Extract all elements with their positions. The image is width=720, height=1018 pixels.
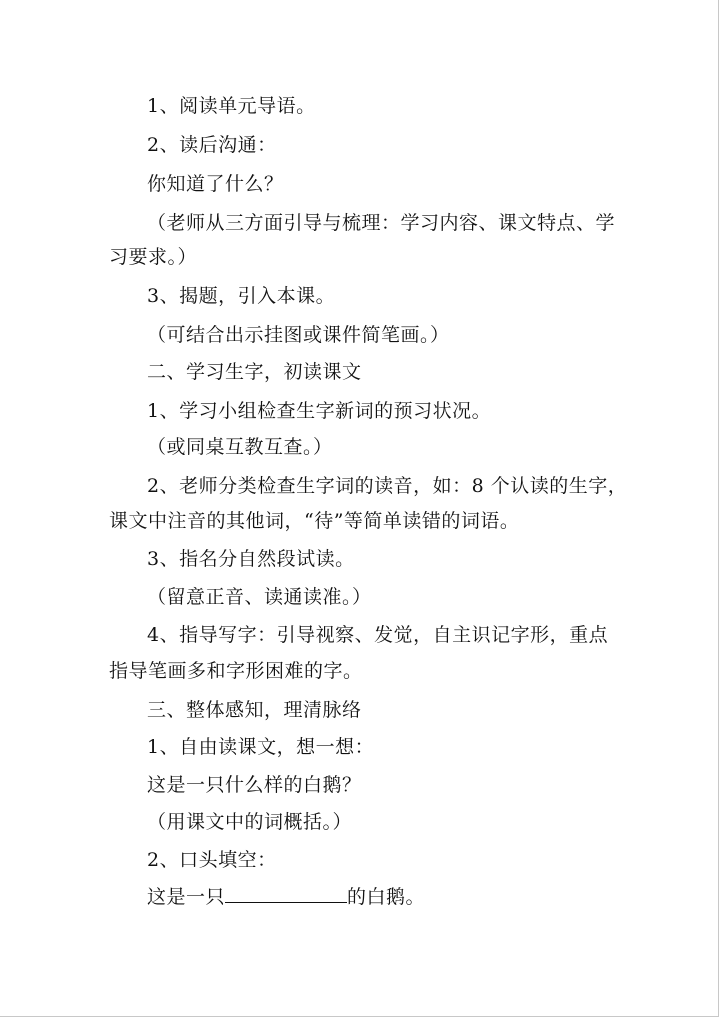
paragraph-14: 这是一只什么样的白鹅？: [147, 774, 362, 796]
section-heading-2: 二、学习生字，初读课文: [147, 361, 362, 383]
paragraph-3: 你知道了什么？: [147, 173, 284, 195]
paragraph-2: 2、读后沟通：: [147, 134, 277, 156]
paragraph-4: （老师从三方面引导与梳理：学习内容、课文特点、学: [147, 212, 616, 234]
fill-blank-line: [147, 886, 425, 908]
paragraph-5: 3、揭题，引入本课。: [147, 285, 336, 307]
paragraph-16: 2、口头填空：: [147, 849, 277, 871]
fill-blank-underline: [225, 886, 347, 903]
paragraph-9-cont: 课文中注音的其他词，“待”等简单读错的词语。: [109, 510, 520, 532]
paragraph-7: 1、学习小组检查生字新词的预习状况。: [147, 400, 492, 422]
paragraph-15: （用课文中的词概括。）: [147, 811, 353, 833]
paragraph-9: 2、老师分类检查生字词的读音，如：8 个认读的生字，: [147, 475, 628, 497]
paragraph-8: （或同桌互教互查。）: [147, 436, 333, 458]
fill-blank-before: 这是一只: [147, 886, 226, 908]
fill-blank-after: 的白鹅。: [347, 886, 426, 908]
paragraph-1: 1、阅读单元导语。: [147, 95, 316, 117]
paragraph-13: 1、自由读课文，想一想：: [147, 736, 375, 758]
paragraph-11: （留意正音、读通读准。）: [147, 586, 372, 608]
paragraph-6: （可结合出示挂图或课件简笔画。）: [147, 324, 450, 346]
paragraph-12-cont: 指导笔画多和字形困难的字。: [109, 660, 363, 682]
paragraph-10: 3、指名分自然段试读。: [147, 548, 355, 570]
paragraph-12: 4、指导写字：引导视察、发觉，自主识记字形，重点: [147, 624, 609, 646]
paragraph-4-cont: 习要求。）: [109, 246, 198, 268]
section-heading-3: 三、整体感知，理清脉络: [147, 699, 362, 721]
